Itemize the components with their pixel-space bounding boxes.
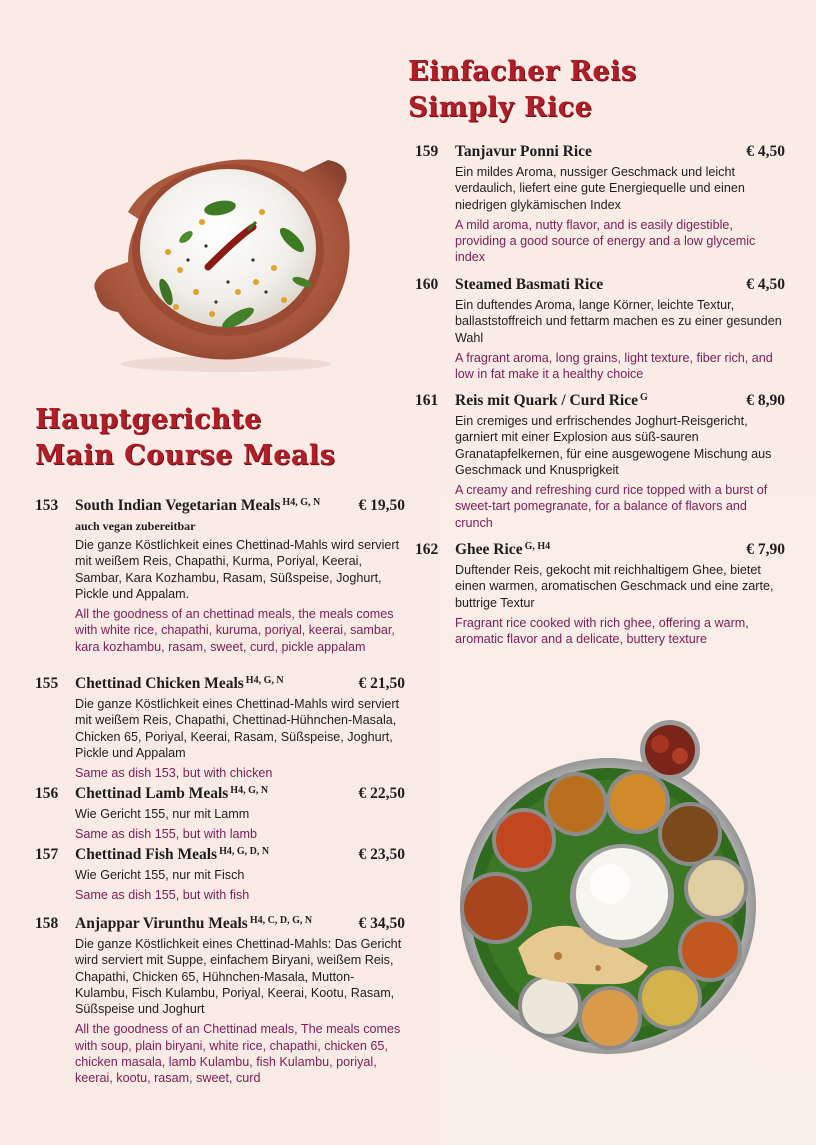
menu-item-157 — [35, 846, 405, 904]
thali-plate-image — [458, 716, 758, 1061]
item-number: 160 — [415, 276, 439, 293]
allergen-codes: H4, G, N — [230, 785, 269, 796]
menu-item-153 — [35, 497, 405, 655]
item-price: € 19,50 — [358, 497, 405, 514]
allergen-codes: H4, G, N — [245, 675, 284, 686]
item-description-de: Duftender Reis, gekocht mit reichhaltigem Ghee, bietet einen warmen, aromatischen Geschmack und eine zarte, buttrige Textur — [455, 563, 774, 610]
allergen-codes: H4, C, D, G, N — [249, 915, 313, 926]
item-name: Tanjavur Ponni Rice — [455, 143, 592, 160]
item-description-de: Ein cremiges und erfrischendes Joghurt-Reisgericht, garniert mit einer Explosion aus süß-sauren Granatapfelkernen, für eine ausgewogene Mischung aus Geschmack und Knusprigkeit — [455, 414, 772, 477]
allergen-codes: G, H4 — [524, 541, 551, 552]
item-number: 161 — [415, 392, 439, 409]
main-course-title-de: Hauptgerichte — [35, 404, 262, 435]
item-description-en: Same as dish 153, but with chicken — [75, 766, 273, 781]
item-number: 158 — [35, 915, 59, 932]
item-price: € 34,50 — [358, 915, 405, 932]
menu-item-159 — [415, 143, 785, 266]
curd-rice-bowl-image — [88, 142, 360, 374]
item-price: € 4,50 — [746, 143, 785, 160]
item-name: South Indian Vegetarian Meals $^{H4, G, N}$ — [75, 497, 321, 514]
item-description-en: All the goodness of an Chettinad meals, The meals comes with soup, plain biryani, white rice, chapathi, chicken 65, chicken masala, lamb Kulambu, fish Kulambu, poriyal, keerai, kootu, rasam, sweet, curd — [75, 1022, 401, 1086]
item-name: Chettinad Fish Meals $^{H4, G, D, N}$ — [75, 846, 270, 863]
item-description-en: A creamy and refreshing curd rice topped with a burst of sweet-tart pomegranate, for a balance of flavors and crunch — [455, 483, 768, 530]
menu-item-161 — [415, 392, 785, 531]
item-name: Steamed Basmati Rice — [455, 276, 604, 293]
item-price: € 4,50 — [746, 276, 785, 293]
item-price: € 8,90 — [746, 392, 785, 409]
allergen-codes: H4, G, D, N — [219, 846, 270, 857]
item-description-en: A fragrant aroma, long grains, light texture, fiber rich, and low in fat make it a healthy choice — [455, 350, 773, 382]
simply-rice-title — [408, 54, 637, 126]
item-description-en: Fragrant rice cooked with rich ghee, offering a warm, aromatic flavor and a delicate, buttery texture — [455, 615, 749, 647]
simply-rice-title-en: Simply Rice — [408, 92, 593, 123]
item-name: Chettinad Lamb Meals $^{H4, G, N}$ — [75, 785, 269, 802]
item-number: 159 — [415, 143, 439, 160]
item-description-de: Die ganze Köstlichkeit eines Chettinad-Mahls wird serviert mit weißem Reis, Chapathi, Chettinad-Hühnchen-Masala, Chicken 65, Poriyal, Keerai, Rasam, Süßspeise, Joghurt, Pickle und Appalam — [75, 697, 400, 760]
item-note: auch vegan zubereitbar — [75, 519, 196, 533]
item-name: Anjappar Virunthu Meals $^{H4, C, D, G, N}$ — [75, 915, 313, 932]
item-price: € 7,90 — [746, 541, 785, 558]
item-number: 155 — [35, 675, 59, 692]
item-number: 153 — [35, 497, 59, 514]
item-number: 156 — [35, 785, 59, 802]
item-description-en: All the goodness of an chettinad meals, the meals comes with white rice, chapathi, kuruma, poriyal, keerai, sambar, kara kozhambu, rasam, sweet, curd, pickle appalam — [75, 607, 395, 654]
item-price: € 23,50 — [358, 846, 405, 863]
menu-item-158 — [35, 915, 405, 1087]
menu-item-162 — [415, 541, 785, 647]
item-description-de: Ein duftendes Aroma, lange Körner, leichte Textur, ballaststoffreich und fettarm machen es zu einer gesunden Wahl — [455, 298, 782, 345]
item-number: 157 — [35, 846, 59, 863]
item-description-en: Same as dish 155, but with lamb — [75, 827, 258, 842]
menu-item-155 — [35, 675, 405, 781]
item-price: € 22,50 — [358, 785, 405, 802]
item-name: Chettinad Chicken Meals $^{H4, G, N}$ — [75, 675, 284, 692]
allergen-codes: H4, G, N — [282, 497, 321, 508]
item-description-de: Wie Gericht 155, nur mit Lamm — [75, 807, 250, 821]
item-price: € 21,50 — [358, 675, 405, 692]
menu-item-160 — [415, 276, 785, 382]
main-course-title-en: Main Course Meals — [35, 440, 336, 471]
item-description-de: Wie Gericht 155, nur mit Fisch — [75, 868, 245, 882]
item-name: Ghee Rice $^{G, H4}$ — [455, 541, 551, 558]
item-description-de: Die ganze Köstlichkeit eines Chettinad-Mahls wird serviert mit weißem Reis, Chapathi, Kurma, Poriyal, Keerai, Sambar, Kara Kozhambu, Rasam, Süßspeise, Joghurt, Pickle und Appalam. — [75, 538, 400, 601]
menu-item-156 — [35, 785, 405, 843]
item-description-en: Same as dish 155, but with fish — [75, 888, 250, 903]
item-description-en: A mild aroma, nutty flavor, and is easily digestible, providing a good source of energy and a low glycemic index — [455, 217, 756, 265]
item-name: Reis mit Quark / Curd Rice $^G$ — [455, 392, 648, 409]
main-course-title — [35, 402, 335, 474]
item-description-de: Die ganze Köstlichkeit eines Chettinad-Mahls: Das Gericht wird serviert mit Suppe, einfachem Biryani, weißem Reis, Chapathi, Chicken 65, Hühnchen-Masala, Mutton-Kulambu, Fisch Kulambu, Poriyal, Keerai, Kootu, Rasam, Süßspeise und Joghurt — [75, 937, 402, 1017]
item-description-de: Ein mildes Aroma, nussiger Geschmack und leicht verdaulich, liefert eine gute Energiequelle und einen niedrigen glykämischen Index — [455, 165, 745, 212]
simply-rice-title-de: Einfacher Reis — [408, 56, 637, 87]
allergen-codes: G — [639, 392, 648, 403]
item-number: 162 — [415, 541, 439, 558]
